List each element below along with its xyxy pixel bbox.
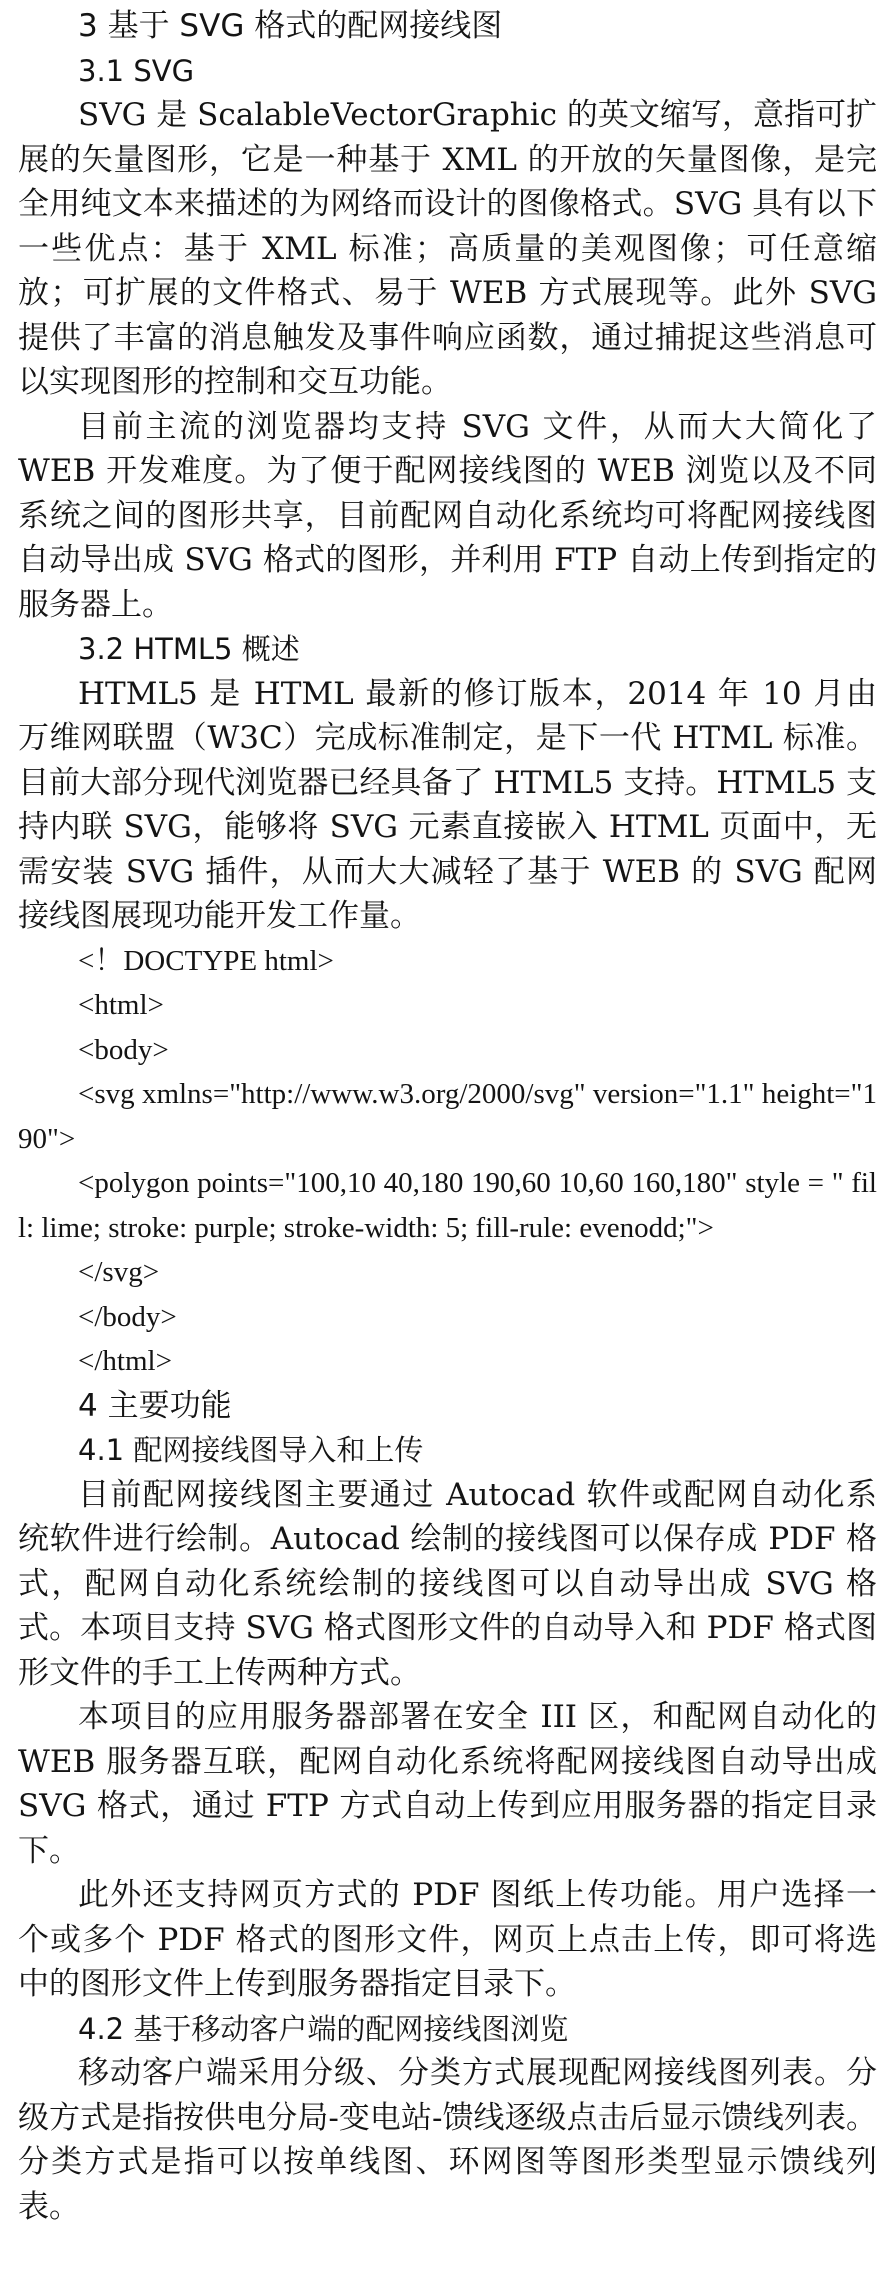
code-line: <body> xyxy=(78,1033,169,1066)
code-listing xyxy=(18,939,877,1384)
section-4-2-heading: 4.2 基于移动客户端的配网接线图浏览 xyxy=(78,2011,569,2046)
section-3-2-heading: 3.2 HTML5 概述 xyxy=(78,632,300,666)
section-3-2-paragraph-1: HTML5 是 HTML 最新的修订版本，2014 年 10 月由万维网联盟（W3C）完成标准制定，是下一代 HTML 标准。目前大部分现代浏览器已经具备了 HTML5 支持。HTML5 支持内联 SVG，能够将 SVG 元素直接嵌入 HTML 页面中，无需安装 SVG 插件，从而大大减轻了基于 WEB 的 SVG 配网接线图展现功能开发工作量。 xyxy=(18,675,877,934)
section-4-1-paragraph-2: 本项目的应用服务器部署在安全 III 区，和配网自动化的 WEB 服务器互联，配网自动化系统将配网接线图自动导出成 SVG 格式，通过 FTP 方式自动上传到应用服务器的指定目录下。 xyxy=(18,1699,877,1869)
section-4-2-paragraph-1: 移动客户端采用分级、分类方式展现配网接线图列表。分级方式是指按供电分局-变电站-馈线逐级点击后显示馈线列表。分类方式是指可以按单线图、环网图等图形类型显示馈线列表。 xyxy=(18,2055,877,2225)
section-4-1-heading: 4.1 配网接线图导入和上传 xyxy=(78,1433,424,1467)
section-3-1-heading: 3.1 SVG xyxy=(78,53,195,88)
section-4-heading: 4 主要功能 xyxy=(78,1387,232,1424)
section-4-1-paragraph-1: 目前配网接线图主要通过 Autocad 软件或配网自动化系统软件进行绘制。Autocad 绘制的接线图可以保存成 PDF 格式，配网自动化系统绘制的接线图可以自动导出成 SVG 格式。本项目支持 SVG 格式图形文件的自动导入和 PDF 格式图形文件的手工上传两种方式。 xyxy=(18,1476,877,1691)
section-3-heading: 3 基于 SVG 格式的配网接线图 xyxy=(78,8,503,44)
code-line: <polygon points="100,10 40,180 190,60 10,60 160,180" style = " fill: lime; stroke: purple; stroke-width: 5; fill-rule: evenodd;"> xyxy=(18,1167,877,1244)
code-line: </html> xyxy=(78,1345,172,1377)
section-4-1-paragraph-3: 此外还支持网页方式的 PDF 图纸上传功能。用户选择一个或多个 PDF 格式的图形文件，网页上点击上传，即可将选中的图形文件上传到服务器指定目录下。 xyxy=(18,1877,877,2002)
code-line: </body> xyxy=(78,1300,177,1333)
code-line: </svg> xyxy=(78,1256,160,1288)
code-line: <html> xyxy=(78,989,164,1021)
section-3-1-paragraph-1: SVG 是 ScalableVectorGraphic 的英文缩写，意指可扩展的矢量图形，它是一种基于 XML 的开放的矢量图像，是完全用纯文本来描述的为网络而设计的图像格式。SVG 具有以下一些优点：基于 XML 标准；高质量的美观图像；可任意缩放；可扩展的文件格式、易于 WEB 方式展现等。此外 SVG 提供了丰富的消息触发及事件响应函数，通过捕捉这些消息可以实现图形的控制和交互功能。 xyxy=(18,97,877,400)
code-line: <！DOCTYPE html> xyxy=(78,944,334,977)
code-line: <svg xmlns="http://www.w3.org/2000/svg" version="1.1" height="190"> xyxy=(18,1078,877,1155)
section-3-1-paragraph-2: 目前主流的浏览器均支持 SVG 文件，从而大大简化了 WEB 开发难度。为了便于配网接线图的 WEB 浏览以及不同系统之间的图形共享，目前配网自动化系统均可将配网接线图自动导出成 SVG 格式的图形，并利用 FTP 自动上传到指定的服务器上。 xyxy=(18,408,877,623)
